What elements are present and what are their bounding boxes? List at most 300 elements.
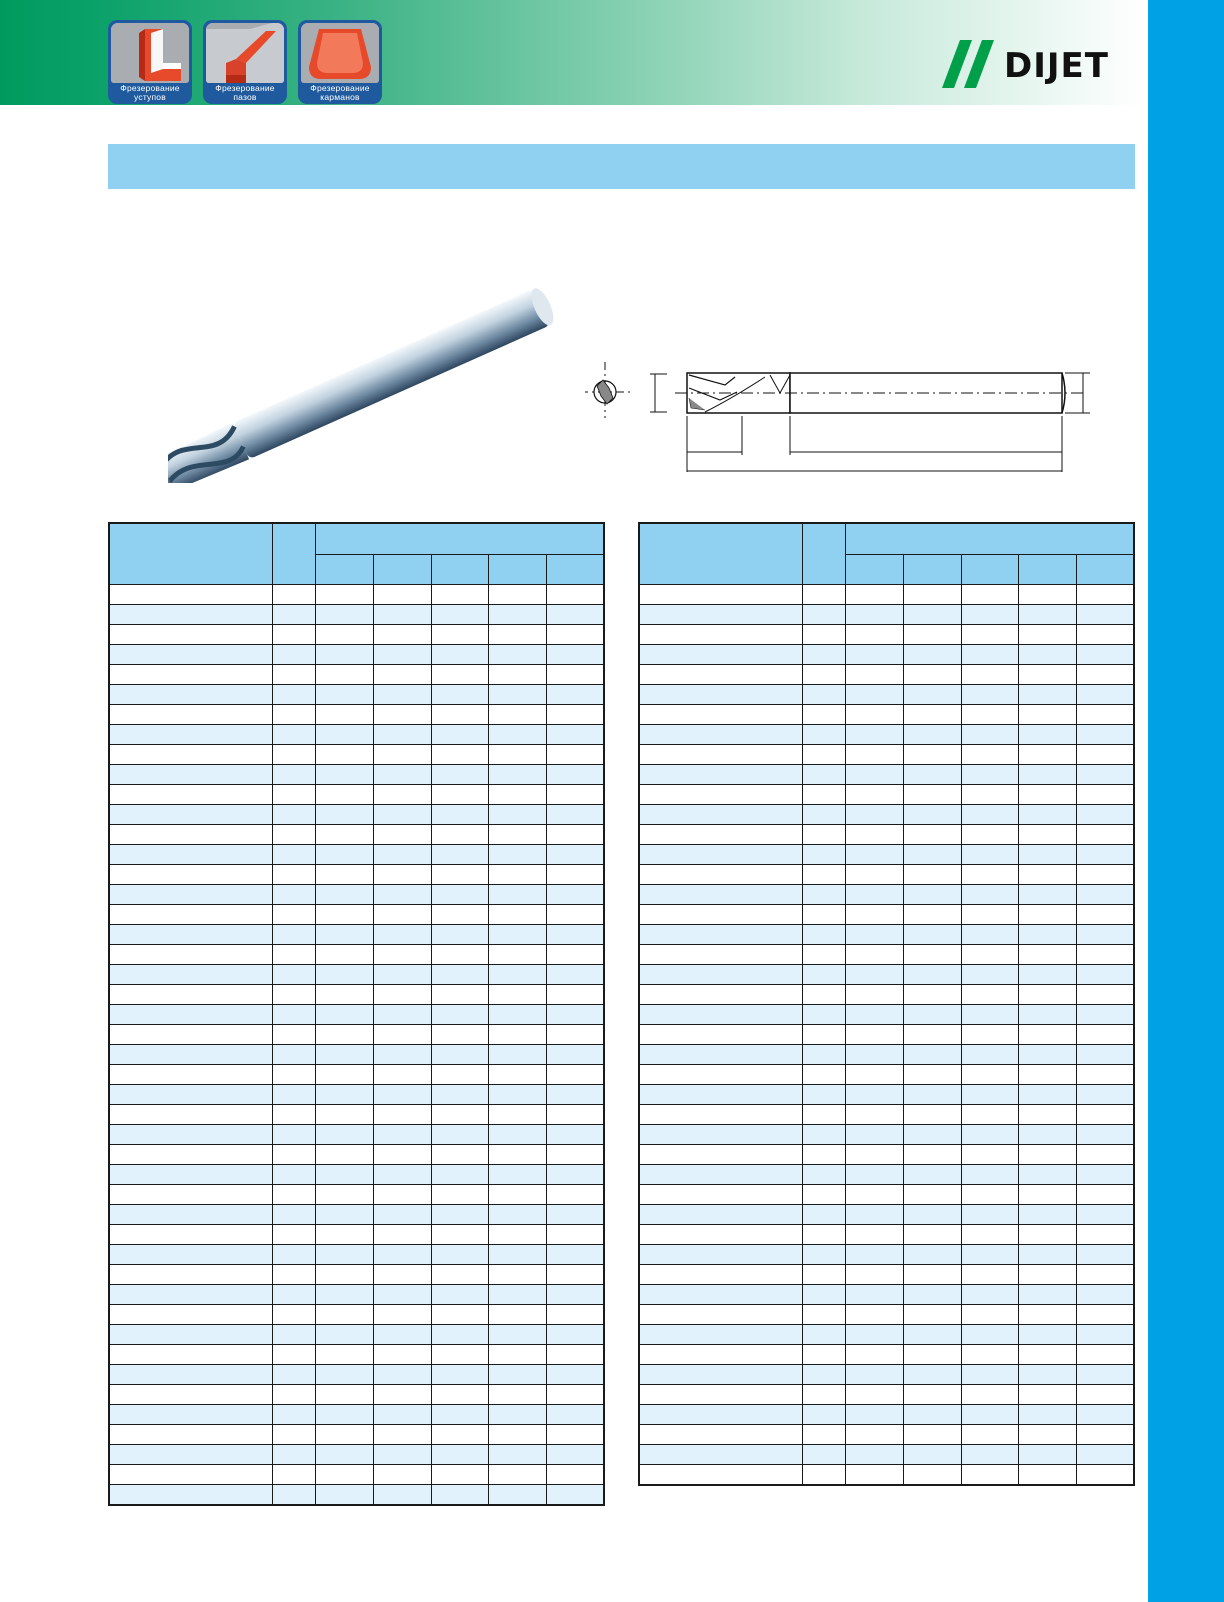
table-cell	[374, 925, 432, 945]
table-cell	[845, 1165, 903, 1185]
table-cell	[315, 1365, 373, 1385]
table-cell	[374, 1225, 432, 1245]
table-row	[639, 925, 1134, 945]
table-cell	[489, 785, 547, 805]
table-cell	[1019, 1165, 1077, 1185]
table-cell	[315, 1185, 373, 1205]
table-cell	[432, 1185, 489, 1205]
table-row	[639, 805, 1134, 825]
table-cell	[315, 725, 373, 745]
table-cell	[489, 885, 547, 905]
table-cell	[845, 605, 903, 625]
table-cell	[1019, 1245, 1077, 1265]
table-cell	[272, 725, 315, 745]
table-cell	[962, 1225, 1019, 1245]
table-cell	[547, 1205, 604, 1225]
table-cell	[845, 1025, 903, 1045]
table-cell	[639, 645, 802, 665]
table-cell	[109, 665, 272, 685]
table-cell	[272, 805, 315, 825]
table-cell	[1019, 1325, 1077, 1345]
table-cell	[962, 705, 1019, 725]
table-cell	[489, 1105, 547, 1125]
table-row	[109, 1185, 604, 1205]
table-cell	[639, 1045, 802, 1065]
table-cell	[315, 965, 373, 985]
table-cell	[374, 1445, 432, 1465]
table-cell	[489, 725, 547, 745]
table-cell	[639, 785, 802, 805]
table-cell	[639, 1185, 802, 1205]
table-cell	[272, 1285, 315, 1305]
table-cell	[374, 1085, 432, 1105]
table-cell	[272, 1365, 315, 1385]
table-cell	[962, 625, 1019, 645]
table-cell	[802, 1285, 845, 1305]
table-cell	[962, 1465, 1019, 1486]
table-cell	[489, 705, 547, 725]
table-cell	[904, 885, 962, 905]
table-row	[109, 1105, 604, 1125]
table-cell	[962, 1025, 1019, 1045]
table-cell	[489, 1205, 547, 1225]
table-cell	[432, 1325, 489, 1345]
table-cell	[109, 645, 272, 665]
table-cell	[272, 1105, 315, 1125]
table-cell	[547, 1325, 604, 1345]
table-cell	[845, 825, 903, 845]
table-cell	[1019, 1425, 1077, 1445]
table-cell	[1077, 1005, 1134, 1025]
table-cell	[489, 1445, 547, 1465]
table-cell	[315, 745, 373, 765]
table-cell	[374, 805, 432, 825]
table-cell	[962, 1445, 1019, 1465]
table-cell	[432, 1065, 489, 1085]
header-cell	[272, 523, 315, 585]
table-cell	[432, 905, 489, 925]
table-cell	[904, 1005, 962, 1025]
table-cell	[1019, 845, 1077, 865]
table-cell	[272, 1245, 315, 1265]
table-cell	[639, 1345, 802, 1365]
table-cell	[962, 1305, 1019, 1325]
table-cell	[845, 945, 903, 965]
table-cell	[109, 965, 272, 985]
table-cell	[1077, 1245, 1134, 1265]
table-cell	[489, 925, 547, 945]
table-cell	[962, 665, 1019, 685]
table-row	[639, 1025, 1134, 1045]
table-cell	[802, 1405, 845, 1425]
table-cell	[547, 1065, 604, 1085]
table-cell	[272, 865, 315, 885]
table-cell	[374, 1305, 432, 1325]
table-cell	[1077, 1145, 1134, 1165]
table-cell	[315, 825, 373, 845]
table-cell	[109, 885, 272, 905]
table-cell	[315, 945, 373, 965]
table-cell	[432, 625, 489, 645]
table-cell	[315, 605, 373, 625]
table-cell	[374, 1365, 432, 1385]
table-cell	[802, 1005, 845, 1025]
table-cell	[547, 625, 604, 645]
table-cell	[374, 645, 432, 665]
table-cell	[315, 1265, 373, 1285]
table-cell	[639, 1265, 802, 1285]
table-cell	[962, 1005, 1019, 1025]
table-cell	[374, 1285, 432, 1305]
table-row	[639, 725, 1134, 745]
table-cell	[845, 905, 903, 925]
table-row	[639, 885, 1134, 905]
table-cell	[432, 885, 489, 905]
table-cell	[432, 645, 489, 665]
table-cell	[489, 1305, 547, 1325]
table-cell	[1019, 625, 1077, 645]
table-cell	[639, 765, 802, 785]
table-cell	[374, 885, 432, 905]
table-cell	[315, 1305, 373, 1325]
table-cell	[315, 1105, 373, 1125]
table-row	[639, 1405, 1134, 1425]
table-cell	[1077, 725, 1134, 745]
operation-caption: Фрезерование уступов	[120, 83, 180, 102]
table-cell	[1077, 1325, 1134, 1345]
table-cell	[1019, 665, 1077, 685]
table-cell	[845, 1205, 903, 1225]
table-cell	[374, 785, 432, 805]
table-cell	[272, 925, 315, 945]
table-cell	[489, 1485, 547, 1506]
table-cell	[845, 705, 903, 725]
table-cell	[109, 1225, 272, 1245]
table-row	[639, 745, 1134, 765]
table-cell	[1019, 1005, 1077, 1025]
end-mill-photo	[168, 278, 588, 483]
table-cell	[1077, 965, 1134, 985]
table-cell	[904, 1405, 962, 1425]
table-cell	[109, 1045, 272, 1065]
table-cell	[315, 905, 373, 925]
table-cell	[109, 1345, 272, 1365]
table-cell	[802, 1445, 845, 1465]
table-cell	[962, 1205, 1019, 1225]
table-cell	[315, 1245, 373, 1265]
table-cell	[904, 1045, 962, 1065]
table-cell	[432, 1425, 489, 1445]
table-cell	[547, 1225, 604, 1245]
table-cell	[639, 1125, 802, 1145]
table-cell	[109, 725, 272, 745]
table-cell	[1077, 1405, 1134, 1425]
table-cell	[639, 605, 802, 625]
table-cell	[1019, 925, 1077, 945]
table-row	[109, 1145, 604, 1165]
table-row	[109, 1445, 604, 1465]
table-row	[639, 1325, 1134, 1345]
table-cell	[432, 1265, 489, 1285]
table-cell	[802, 645, 845, 665]
table-cell	[547, 1365, 604, 1385]
table-cell	[802, 1025, 845, 1045]
table-cell	[315, 1465, 373, 1485]
table-cell	[1019, 1285, 1077, 1305]
table-cell	[432, 1245, 489, 1265]
table-cell	[962, 685, 1019, 705]
table-cell	[315, 1085, 373, 1105]
table-cell	[845, 645, 903, 665]
table-cell	[315, 865, 373, 885]
table-cell	[904, 965, 962, 985]
table-cell	[1019, 1225, 1077, 1245]
table-row	[639, 1085, 1134, 1105]
table-cell	[1019, 1465, 1077, 1486]
table-cell	[109, 745, 272, 765]
table-cell	[489, 865, 547, 885]
table-cell	[489, 1285, 547, 1305]
table-cell	[432, 945, 489, 965]
table-cell	[109, 1265, 272, 1285]
table-row	[109, 1285, 604, 1305]
table-cell	[1019, 765, 1077, 785]
table-cell	[639, 725, 802, 745]
table-body	[109, 585, 604, 1506]
table-cell	[845, 1365, 903, 1385]
table-cell	[904, 1465, 962, 1486]
table-cell	[1019, 745, 1077, 765]
table-cell	[962, 1145, 1019, 1165]
table-row	[109, 765, 604, 785]
table-cell	[315, 885, 373, 905]
table-cell	[374, 1205, 432, 1225]
table-row	[639, 1345, 1134, 1365]
table-cell	[315, 925, 373, 945]
table-cell	[432, 1225, 489, 1245]
table-cell	[904, 1265, 962, 1285]
table-cell	[272, 1445, 315, 1465]
table-cell	[272, 1205, 315, 1225]
table-row	[109, 585, 604, 605]
table-cell	[802, 1205, 845, 1225]
table-cell	[432, 985, 489, 1005]
table-cell	[109, 1325, 272, 1345]
table-cell	[845, 685, 903, 705]
table-row	[639, 865, 1134, 885]
table-cell	[639, 665, 802, 685]
table-cell	[374, 1045, 432, 1065]
table-cell	[489, 1465, 547, 1485]
table-cell	[904, 1385, 962, 1405]
table-cell	[315, 1165, 373, 1185]
table-cell	[374, 1105, 432, 1125]
table-cell	[904, 865, 962, 885]
table-cell	[109, 1025, 272, 1045]
table-cell	[272, 1045, 315, 1065]
table-cell	[845, 985, 903, 1005]
table-cell	[272, 825, 315, 845]
table-cell	[489, 1365, 547, 1385]
table-cell	[109, 705, 272, 725]
table-cell	[109, 1165, 272, 1185]
table-cell	[962, 865, 1019, 885]
table-cell	[1077, 1125, 1134, 1145]
table-cell	[962, 1345, 1019, 1365]
table-cell	[1019, 905, 1077, 925]
end-mill-drawing	[585, 360, 1115, 480]
header-cell	[639, 523, 802, 585]
table-cell	[639, 705, 802, 725]
table-cell	[904, 1065, 962, 1085]
table-cell	[845, 1425, 903, 1445]
table-cell	[962, 925, 1019, 945]
table-cell	[374, 965, 432, 985]
table-cell	[272, 1325, 315, 1345]
table-cell	[489, 1345, 547, 1365]
table-cell	[109, 1005, 272, 1025]
table-cell	[1077, 585, 1134, 605]
table-cell	[904, 1085, 962, 1105]
table-cell	[374, 905, 432, 925]
table-cell	[962, 605, 1019, 625]
table-cell	[547, 685, 604, 705]
table-row	[109, 645, 604, 665]
operation-pocket	[298, 20, 382, 104]
table-cell	[547, 845, 604, 865]
table-cell	[1019, 1365, 1077, 1385]
table-cell	[639, 1145, 802, 1165]
table-cell	[962, 765, 1019, 785]
table-cell	[962, 1065, 1019, 1085]
table-cell	[962, 745, 1019, 765]
table-cell	[374, 665, 432, 685]
table-cell	[432, 685, 489, 705]
table-cell	[904, 1245, 962, 1265]
table-cell	[904, 1105, 962, 1125]
table-row	[639, 1105, 1134, 1125]
table-cell	[432, 1285, 489, 1305]
table-cell	[845, 1145, 903, 1165]
table-row	[639, 705, 1134, 725]
table-cell	[1077, 665, 1134, 685]
table-cell	[109, 785, 272, 805]
table-cell	[432, 605, 489, 625]
table-cell	[845, 865, 903, 885]
table-cell	[432, 1165, 489, 1185]
table-cell	[1077, 685, 1134, 705]
table-row	[639, 1465, 1134, 1486]
table-cell	[315, 985, 373, 1005]
table-cell	[1019, 645, 1077, 665]
table-cell	[432, 1045, 489, 1065]
table-cell	[962, 965, 1019, 985]
table-cell	[1077, 1085, 1134, 1105]
table-cell	[1077, 1025, 1134, 1045]
table-cell	[904, 1445, 962, 1465]
table-row	[639, 1285, 1134, 1305]
table-cell	[374, 765, 432, 785]
table-cell	[109, 1405, 272, 1425]
table-cell	[962, 885, 1019, 905]
table-cell	[802, 785, 845, 805]
table-cell	[802, 1185, 845, 1205]
table-cell	[374, 1465, 432, 1485]
table-cell	[904, 1225, 962, 1245]
table-cell	[315, 705, 373, 725]
table-cell	[109, 1445, 272, 1465]
table-row	[109, 725, 604, 745]
table-cell	[109, 985, 272, 1005]
header-cell	[374, 555, 432, 585]
table-cell	[272, 645, 315, 665]
table-cell	[802, 585, 845, 605]
slot-milling-icon	[206, 23, 284, 83]
side-strip	[1148, 0, 1224, 1602]
table-cell	[315, 1125, 373, 1145]
spec-table-left	[108, 522, 605, 1506]
table-cell	[639, 865, 802, 885]
table-cell	[639, 1445, 802, 1465]
table-cell	[845, 625, 903, 645]
table-row	[639, 1305, 1134, 1325]
table-cell	[109, 1285, 272, 1305]
table-cell	[432, 585, 489, 605]
table-cell	[432, 1085, 489, 1105]
table-cell	[109, 845, 272, 865]
table-cell	[904, 1205, 962, 1225]
table-cell	[272, 1465, 315, 1485]
table-cell	[802, 1465, 845, 1486]
table-cell	[904, 905, 962, 925]
table-cell	[962, 1045, 1019, 1065]
header-cell	[1019, 555, 1077, 585]
table-cell	[374, 1245, 432, 1265]
table-cell	[432, 1365, 489, 1385]
table-row	[639, 685, 1134, 705]
table-cell	[432, 1385, 489, 1405]
table-cell	[109, 865, 272, 885]
table-cell	[904, 1285, 962, 1305]
table-row	[639, 1165, 1134, 1185]
table-cell	[432, 1405, 489, 1425]
table-cell	[1019, 1445, 1077, 1465]
table-cell	[315, 1045, 373, 1065]
table-cell	[1077, 945, 1134, 965]
table-cell	[904, 805, 962, 825]
table-cell	[845, 1125, 903, 1145]
table-row	[109, 1065, 604, 1085]
table-row	[639, 785, 1134, 805]
table-row	[109, 1325, 604, 1345]
table-cell	[374, 1405, 432, 1425]
table-row	[639, 845, 1134, 865]
table-cell	[1019, 945, 1077, 965]
table-cell	[109, 1365, 272, 1385]
table-cell	[1019, 1345, 1077, 1365]
table-cell	[489, 965, 547, 985]
table-cell	[315, 625, 373, 645]
table-cell	[272, 1345, 315, 1365]
table-row	[639, 985, 1134, 1005]
pocket-milling-icon	[301, 23, 379, 83]
table-cell	[489, 585, 547, 605]
header-cell	[962, 555, 1019, 585]
table-row	[109, 1225, 604, 1245]
table-cell	[845, 785, 903, 805]
table-cell	[1019, 1305, 1077, 1325]
table-row	[109, 625, 604, 645]
